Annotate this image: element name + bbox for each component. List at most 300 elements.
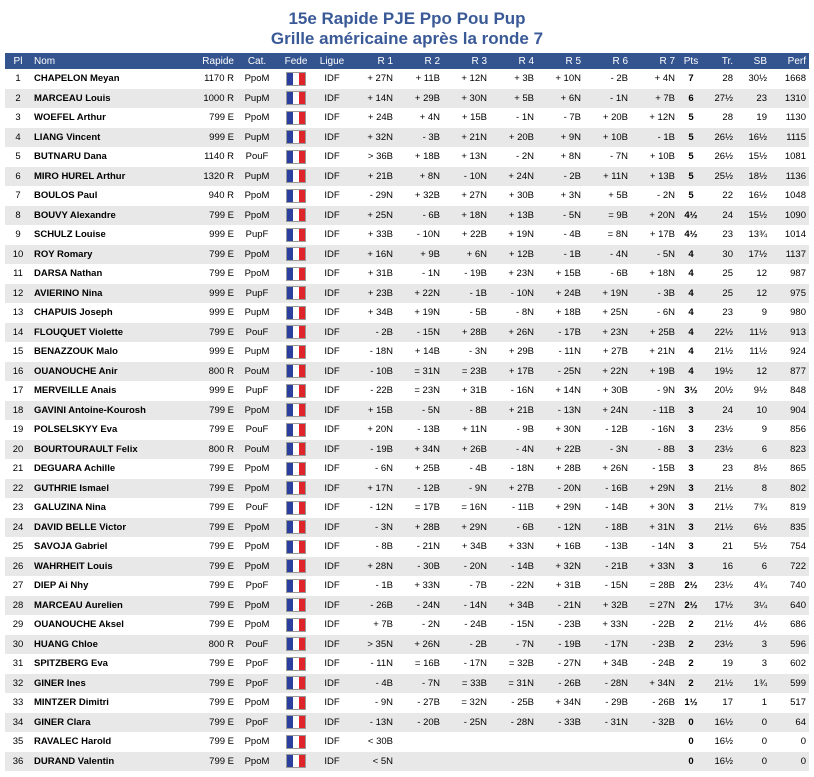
- cell-points: 2: [678, 674, 704, 694]
- table-row: [5, 752, 809, 772]
- table-row: [5, 167, 809, 187]
- france-flag-icon: [286, 384, 306, 398]
- cell-perf: 877: [770, 362, 809, 382]
- cell-round-2: - 30B: [396, 557, 443, 577]
- cell-round-2: - 10N: [396, 225, 443, 245]
- cell-round-7: - 24B: [631, 654, 678, 674]
- cell-round-1: - 29N: [349, 186, 396, 206]
- cell-perf: 1081: [770, 147, 809, 167]
- cell-round-1: + 28N: [349, 557, 396, 577]
- cell-league: IDF: [315, 440, 349, 460]
- cell-round-1: + 24B: [349, 108, 396, 128]
- cell-round-4: - 16N: [490, 381, 537, 401]
- cell-perf: 848: [770, 381, 809, 401]
- cell-sb: 11½: [736, 342, 770, 362]
- cell-perf: 1668: [770, 69, 809, 89]
- cell-name: SAVOJA Gabriel: [31, 537, 181, 557]
- cell-perf: 823: [770, 440, 809, 460]
- cell-round-3: + 12N: [443, 69, 490, 89]
- cell-round-4: = 32B: [490, 654, 537, 674]
- cell-round-4: - 8N: [490, 303, 537, 323]
- cell-round-3: + 26B: [443, 440, 490, 460]
- cell-round-2: = 17B: [396, 498, 443, 518]
- cell-perf: 1137: [770, 245, 809, 265]
- cell-sb: 8½: [736, 459, 770, 479]
- cell-round-5: + 6N: [537, 89, 584, 109]
- cell-league: IDF: [315, 284, 349, 304]
- cell-place: 3: [5, 108, 31, 128]
- cell-tiebreak: 24: [704, 206, 736, 226]
- cell-league: IDF: [315, 420, 349, 440]
- cell-league: IDF: [315, 498, 349, 518]
- cell-round-4: + 24N: [490, 167, 537, 187]
- table-row: [5, 537, 809, 557]
- cell-sb: 9: [736, 420, 770, 440]
- cell-round-5: - 25N: [537, 362, 584, 382]
- cell-perf: 819: [770, 498, 809, 518]
- cell-round-5: - 17B: [537, 323, 584, 343]
- cell-league: IDF: [315, 323, 349, 343]
- cell-round-2: + 18B: [396, 147, 443, 167]
- cell-round-1: + 17N: [349, 479, 396, 499]
- cell-tiebreak: 23: [704, 459, 736, 479]
- cell-federation: [277, 186, 315, 206]
- cell-name: FLOUQUET Violette: [31, 323, 181, 343]
- cell-rating: 799 E: [181, 401, 237, 421]
- cell-rating: 799 E: [181, 537, 237, 557]
- cell-round-3: + 6N: [443, 245, 490, 265]
- cell-rating: 940 R: [181, 186, 237, 206]
- cell-league: IDF: [315, 576, 349, 596]
- cell-name: DIEP Ai Nhy: [31, 576, 181, 596]
- cell-round-6: [584, 732, 631, 752]
- cell-place: 23: [5, 498, 31, 518]
- cell-points: 3: [678, 459, 704, 479]
- cell-round-7: [631, 752, 678, 772]
- cell-round-7: - 14N: [631, 537, 678, 557]
- cell-round-7: + 33N: [631, 557, 678, 577]
- cell-round-4: + 29B: [490, 342, 537, 362]
- cell-round-1: - 4B: [349, 674, 396, 694]
- table-row: [5, 732, 809, 752]
- cell-round-6: - 3N: [584, 440, 631, 460]
- cell-round-7: - 32B: [631, 713, 678, 733]
- cell-round-1: - 12N: [349, 498, 396, 518]
- cell-round-4: - 25B: [490, 693, 537, 713]
- cell-rating: 999 E: [181, 128, 237, 148]
- cell-round-7: - 3B: [631, 284, 678, 304]
- cell-name: CHAPUIS Joseph: [31, 303, 181, 323]
- cell-round-4: - 2N: [490, 147, 537, 167]
- cell-round-2: - 1N: [396, 264, 443, 284]
- table-row: [5, 323, 809, 343]
- cell-round-4: + 13B: [490, 206, 537, 226]
- cell-round-7: + 12N: [631, 108, 678, 128]
- cell-place: 5: [5, 147, 31, 167]
- cell-category: PupM: [237, 303, 277, 323]
- cell-round-5: - 20N: [537, 479, 584, 499]
- cell-round-4: = 31N: [490, 674, 537, 694]
- cell-category: PpoM: [237, 518, 277, 538]
- cell-tiebreak: 23: [704, 225, 736, 245]
- cell-round-2: + 19N: [396, 303, 443, 323]
- france-flag-icon: [286, 559, 306, 573]
- cell-round-7: = 28B: [631, 576, 678, 596]
- header-cat: Cat.: [237, 53, 277, 69]
- header-tr: Tr.: [704, 53, 736, 69]
- header-nom: Nom: [31, 53, 181, 69]
- cell-rating: 1170 R: [181, 69, 237, 89]
- cell-points: 5: [678, 128, 704, 148]
- cell-round-6: - 4N: [584, 245, 631, 265]
- cell-points: 1½: [678, 693, 704, 713]
- cell-perf: 975: [770, 284, 809, 304]
- cell-tiebreak: 16½: [704, 752, 736, 772]
- cell-federation: [277, 323, 315, 343]
- cell-perf: 904: [770, 401, 809, 421]
- cell-round-6: + 24N: [584, 401, 631, 421]
- cell-round-1: + 25N: [349, 206, 396, 226]
- cell-round-1: < 30B: [349, 732, 396, 752]
- cell-category: PupM: [237, 128, 277, 148]
- cell-round-4: - 22N: [490, 576, 537, 596]
- cell-round-3: + 11N: [443, 420, 490, 440]
- cell-perf: 1048: [770, 186, 809, 206]
- cell-rating: 799 E: [181, 732, 237, 752]
- cell-round-6: - 7N: [584, 147, 631, 167]
- cell-sb: 30½: [736, 69, 770, 89]
- cell-round-3: + 29N: [443, 518, 490, 538]
- cell-place: 33: [5, 693, 31, 713]
- cell-rating: 799 E: [181, 654, 237, 674]
- cell-round-2: - 3B: [396, 128, 443, 148]
- france-flag-icon: [286, 267, 306, 281]
- cell-sb: 3¼: [736, 596, 770, 616]
- cell-sb: 13¾: [736, 225, 770, 245]
- cell-rating: 799 E: [181, 108, 237, 128]
- cell-round-6: - 18B: [584, 518, 631, 538]
- cell-rating: 1000 R: [181, 89, 237, 109]
- cell-round-3: - 3N: [443, 342, 490, 362]
- cell-round-1: - 9N: [349, 693, 396, 713]
- cell-tiebreak: 21½: [704, 498, 736, 518]
- cell-league: IDF: [315, 459, 349, 479]
- table-row: [5, 576, 809, 596]
- cell-sb: 7¾: [736, 498, 770, 518]
- cell-tiebreak: 28: [704, 108, 736, 128]
- cell-round-1: < 5N: [349, 752, 396, 772]
- cell-place: 10: [5, 245, 31, 265]
- cell-round-7: - 26B: [631, 693, 678, 713]
- cell-points: 2½: [678, 576, 704, 596]
- cell-federation: [277, 615, 315, 635]
- cell-points: 2: [678, 654, 704, 674]
- cell-round-3: - 5B: [443, 303, 490, 323]
- cell-round-5: - 21N: [537, 596, 584, 616]
- cell-sb: 15½: [736, 206, 770, 226]
- cell-rating: 999 E: [181, 381, 237, 401]
- cell-name: MARCEAU Aurelien: [31, 596, 181, 616]
- cell-perf: 835: [770, 518, 809, 538]
- cell-round-7: [631, 732, 678, 752]
- cell-sb: 23: [736, 89, 770, 109]
- cell-sb: 0: [736, 752, 770, 772]
- cell-points: 4: [678, 284, 704, 304]
- table-header-row: [5, 53, 809, 69]
- france-flag-icon: [286, 345, 306, 359]
- cell-tiebreak: 25: [704, 284, 736, 304]
- header-r7: R 7: [631, 53, 678, 69]
- cell-round-1: - 1B: [349, 576, 396, 596]
- cell-round-6: - 12B: [584, 420, 631, 440]
- page-title: 15e Rapide PJE Ppo Pou Pup: [288, 9, 526, 28]
- cell-round-3: - 20N: [443, 557, 490, 577]
- cell-round-5: - 23B: [537, 615, 584, 635]
- table-row: [5, 654, 809, 674]
- cell-round-5: + 15B: [537, 264, 584, 284]
- cell-federation: [277, 596, 315, 616]
- cell-points: 3: [678, 420, 704, 440]
- cell-category: PpoF: [237, 674, 277, 694]
- france-flag-icon: [286, 540, 306, 554]
- cell-round-5: - 13N: [537, 401, 584, 421]
- cell-sb: 0: [736, 732, 770, 752]
- france-flag-icon: [286, 462, 306, 476]
- cell-round-5: + 28B: [537, 459, 584, 479]
- cell-rating: 799 E: [181, 752, 237, 772]
- cell-round-5: - 5N: [537, 206, 584, 226]
- cell-round-7: + 30N: [631, 498, 678, 518]
- cell-name: GUTHRIE Ismael: [31, 479, 181, 499]
- cell-sb: 5½: [736, 537, 770, 557]
- cell-tiebreak: 30: [704, 245, 736, 265]
- cell-round-6: - 21B: [584, 557, 631, 577]
- header-sb: SB: [736, 53, 770, 69]
- cell-rating: 799 E: [181, 693, 237, 713]
- cell-round-1: - 18N: [349, 342, 396, 362]
- cell-place: 35: [5, 732, 31, 752]
- cell-perf: 64: [770, 713, 809, 733]
- france-flag-icon: [286, 715, 306, 729]
- cell-round-1: + 7B: [349, 615, 396, 635]
- table-row: [5, 479, 809, 499]
- header-r4: R 4: [490, 53, 537, 69]
- cell-sb: 8: [736, 479, 770, 499]
- cell-category: PpoM: [237, 693, 277, 713]
- cell-rating: 999 E: [181, 303, 237, 323]
- cell-round-4: + 26N: [490, 323, 537, 343]
- cell-category: PpoM: [237, 245, 277, 265]
- cell-name: HUANG Chloe: [31, 635, 181, 655]
- cell-round-2: + 11B: [396, 69, 443, 89]
- cell-round-6: - 15N: [584, 576, 631, 596]
- cell-place: 18: [5, 401, 31, 421]
- cell-federation: [277, 752, 315, 772]
- cell-round-4: + 33N: [490, 537, 537, 557]
- cell-sb: 15½: [736, 147, 770, 167]
- cell-name: DAVID BELLE Victor: [31, 518, 181, 538]
- cell-name: MERVEILLE Anais: [31, 381, 181, 401]
- table-row: [5, 284, 809, 304]
- cell-points: 5: [678, 108, 704, 128]
- table-row: [5, 206, 809, 226]
- cell-tiebreak: 26½: [704, 128, 736, 148]
- cell-tiebreak: 21½: [704, 518, 736, 538]
- cell-federation: [277, 245, 315, 265]
- cell-name: POLSELSKYY Eva: [31, 420, 181, 440]
- cell-name: SCHULZ Louise: [31, 225, 181, 245]
- cell-perf: 802: [770, 479, 809, 499]
- cell-round-3: = 33B: [443, 674, 490, 694]
- table-row: [5, 264, 809, 284]
- cell-federation: [277, 498, 315, 518]
- cell-round-3: - 7B: [443, 576, 490, 596]
- cell-sb: 9: [736, 303, 770, 323]
- cell-round-3: - 1B: [443, 284, 490, 304]
- cell-round-6: - 6B: [584, 264, 631, 284]
- france-flag-icon: [286, 637, 306, 651]
- cell-perf: 686: [770, 615, 809, 635]
- france-flag-icon: [286, 325, 306, 339]
- cell-tiebreak: 19: [704, 654, 736, 674]
- cell-sb: 16½: [736, 128, 770, 148]
- cell-round-6: - 31N: [584, 713, 631, 733]
- cell-round-4: - 11B: [490, 498, 537, 518]
- cell-category: PpoF: [237, 576, 277, 596]
- cell-round-2: [396, 752, 443, 772]
- cell-round-7: + 29N: [631, 479, 678, 499]
- cell-federation: [277, 713, 315, 733]
- cell-round-1: + 33B: [349, 225, 396, 245]
- cell-round-5: + 18B: [537, 303, 584, 323]
- cell-round-6: - 29B: [584, 693, 631, 713]
- cell-round-2: = 23N: [396, 381, 443, 401]
- france-flag-icon: [286, 208, 306, 222]
- cell-round-6: + 20B: [584, 108, 631, 128]
- cell-round-3: [443, 752, 490, 772]
- cell-round-2: + 32B: [396, 186, 443, 206]
- cell-sb: 10: [736, 401, 770, 421]
- cell-points: 3: [678, 440, 704, 460]
- cell-place: 19: [5, 420, 31, 440]
- cell-rating: 799 E: [181, 576, 237, 596]
- cell-round-7: + 13B: [631, 167, 678, 187]
- cell-name: BOURTOURAULT Felix: [31, 440, 181, 460]
- table-row: [5, 186, 809, 206]
- cell-round-2: - 13B: [396, 420, 443, 440]
- cell-rating: 799 E: [181, 674, 237, 694]
- cell-place: 12: [5, 284, 31, 304]
- cell-round-1: + 16N: [349, 245, 396, 265]
- cell-round-3: + 30N: [443, 89, 490, 109]
- france-flag-icon: [286, 481, 306, 495]
- france-flag-icon: [286, 130, 306, 144]
- cell-round-2: - 24N: [396, 596, 443, 616]
- cell-round-2: - 2N: [396, 615, 443, 635]
- cell-tiebreak: 25: [704, 264, 736, 284]
- cell-round-4: + 17B: [490, 362, 537, 382]
- cell-round-5: + 30N: [537, 420, 584, 440]
- cell-federation: [277, 147, 315, 167]
- cell-tiebreak: 21½: [704, 479, 736, 499]
- cell-category: PouF: [237, 147, 277, 167]
- cell-round-4: + 19N: [490, 225, 537, 245]
- france-flag-icon: [286, 150, 306, 164]
- table-row: [5, 303, 809, 323]
- cell-name: GAVINI Antoine-Kourosh: [31, 401, 181, 421]
- cell-points: 5: [678, 147, 704, 167]
- cell-rating: 799 E: [181, 323, 237, 343]
- cell-round-5: [537, 732, 584, 752]
- cell-round-1: + 27N: [349, 69, 396, 89]
- cell-round-7: + 25B: [631, 323, 678, 343]
- cell-federation: [277, 518, 315, 538]
- table-row: [5, 420, 809, 440]
- cell-round-7: - 9N: [631, 381, 678, 401]
- cell-rating: 799 E: [181, 420, 237, 440]
- header-pts: Pts: [678, 53, 704, 69]
- cell-league: IDF: [315, 693, 349, 713]
- cell-category: PpoF: [237, 654, 277, 674]
- cell-round-3: [443, 732, 490, 752]
- france-flag-icon: [286, 423, 306, 437]
- cell-round-6: + 10B: [584, 128, 631, 148]
- cell-round-6: - 14B: [584, 498, 631, 518]
- cell-federation: [277, 420, 315, 440]
- cell-category: PupM: [237, 89, 277, 109]
- cell-league: IDF: [315, 752, 349, 772]
- cell-perf: 602: [770, 654, 809, 674]
- cell-points: 4½: [678, 206, 704, 226]
- cell-perf: 754: [770, 537, 809, 557]
- cell-tiebreak: 21: [704, 537, 736, 557]
- cell-name: MINTZER Dimitri: [31, 693, 181, 713]
- cell-place: 11: [5, 264, 31, 284]
- france-flag-icon: [286, 676, 306, 690]
- cell-round-4: - 18N: [490, 459, 537, 479]
- cell-round-6: - 17N: [584, 635, 631, 655]
- cell-points: 0: [678, 732, 704, 752]
- cell-sb: 3: [736, 654, 770, 674]
- cell-sb: 4½: [736, 615, 770, 635]
- cell-round-7: - 2N: [631, 186, 678, 206]
- cell-tiebreak: 22½: [704, 323, 736, 343]
- cell-round-4: + 3B: [490, 69, 537, 89]
- cell-points: 4: [678, 303, 704, 323]
- cell-place: 30: [5, 635, 31, 655]
- cell-round-2: + 28B: [396, 518, 443, 538]
- cell-round-2: + 8N: [396, 167, 443, 187]
- cell-round-7: - 22B: [631, 615, 678, 635]
- cell-league: IDF: [315, 186, 349, 206]
- cell-category: PpoM: [237, 732, 277, 752]
- cell-round-7: + 7B: [631, 89, 678, 109]
- cell-round-4: + 21B: [490, 401, 537, 421]
- cell-name: WOEFEL Arthur: [31, 108, 181, 128]
- cell-place: 20: [5, 440, 31, 460]
- table-row: [5, 225, 809, 245]
- cell-rating: 799 E: [181, 459, 237, 479]
- cell-rating: 800 R: [181, 635, 237, 655]
- cell-federation: [277, 225, 315, 245]
- cell-federation: [277, 381, 315, 401]
- cell-category: PpoM: [237, 459, 277, 479]
- cell-name: SPITZBERG Eva: [31, 654, 181, 674]
- table-row: [5, 693, 809, 713]
- cell-tiebreak: 28: [704, 69, 736, 89]
- cell-round-5: - 11N: [537, 342, 584, 362]
- cell-round-1: + 32N: [349, 128, 396, 148]
